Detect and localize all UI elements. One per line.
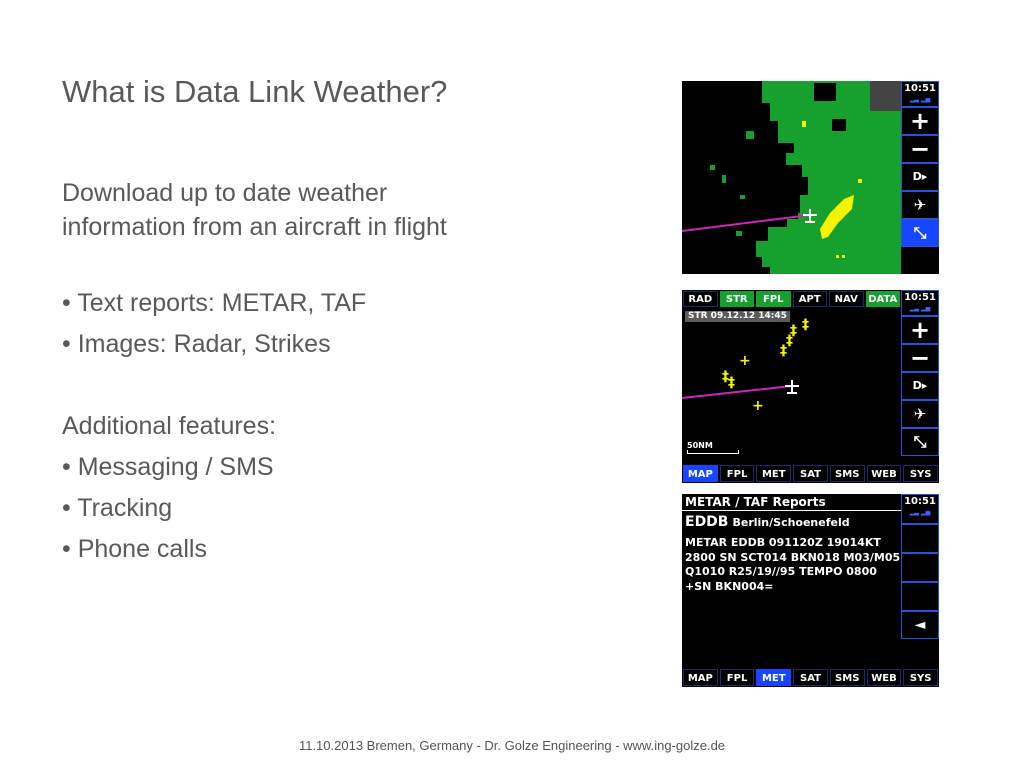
tab-sat[interactable]: SAT	[793, 669, 828, 686]
bullet-list	[62, 286, 366, 573]
radar-side-panel	[901, 81, 939, 274]
tab-map[interactable]: MAP	[683, 669, 718, 686]
report-line: +SN BKN004=	[685, 579, 774, 593]
tab-sms[interactable]: SMS	[830, 465, 865, 482]
empty-softkey[interactable]	[901, 524, 939, 553]
empty-softkey[interactable]	[901, 582, 939, 611]
station-header	[685, 514, 850, 530]
tab-sms[interactable]: SMS	[830, 669, 865, 686]
strikes-timestamp: STR 09.12.12 14:45	[685, 311, 790, 322]
clock: 10:51 ▂▃ ▂▅	[901, 494, 939, 524]
strike-marker: +	[752, 398, 764, 414]
strike-marker: ‡	[802, 317, 809, 333]
zoom-out-button[interactable]: −	[901, 344, 939, 372]
tab-web[interactable]: WEB	[867, 669, 902, 686]
fullscreen-button[interactable]: ⤡	[901, 219, 939, 247]
strike-marker: ‡	[728, 375, 735, 391]
zoom-in-button[interactable]: +	[901, 316, 939, 344]
tab-sys[interactable]: SYS	[903, 669, 938, 686]
tab-met[interactable]: MET	[756, 465, 791, 482]
tab-fpl[interactable]: FPL	[756, 291, 791, 307]
main-tabbar	[682, 668, 939, 687]
intro-line-1: Download up to date weather	[62, 179, 388, 207]
strikes-side-panel	[901, 290, 939, 464]
strike-marker: ‡	[780, 343, 787, 359]
tab-rad[interactable]: RAD	[683, 291, 718, 307]
report-line: Q1010 R25/19//95 TEMPO 0800	[685, 565, 877, 578]
tab-fpl[interactable]: FPL	[720, 669, 755, 686]
bullet-tracking: • Tracking	[62, 494, 173, 522]
tab-map[interactable]: MAP	[683, 465, 718, 482]
bullet-phone-calls: • Phone calls	[62, 535, 207, 563]
report-line: METAR EDDB 091120Z 19014KT	[685, 536, 881, 549]
bullet-images: • Images: Radar, Strikes	[62, 330, 331, 358]
bullet-text-reports: • Text reports: METAR, TAF	[62, 289, 367, 317]
clock: 10:51 ▂▃ ▂▅	[901, 81, 939, 107]
empty-softkey[interactable]	[901, 553, 939, 582]
direct-to-button[interactable]: D▸	[901, 163, 939, 191]
map-scale: 50NM	[687, 441, 739, 454]
center-aircraft-button[interactable]: ✈	[901, 400, 939, 428]
metar-title: METAR / TAF Reports	[685, 495, 826, 509]
slide-footer: 11.10.2013 Bremen, Germany - Dr. Golze Engineering - www.ing-golze.de	[298, 738, 726, 753]
tab-nav[interactable]: NAV	[829, 291, 864, 307]
radar-map[interactable]	[682, 81, 901, 274]
tab-web[interactable]: WEB	[867, 465, 902, 482]
data-tabbar	[682, 290, 901, 308]
strike-marker: ‡	[722, 369, 729, 385]
strike-marker: ‡	[786, 333, 793, 349]
center-aircraft-button[interactable]: ✈	[901, 191, 939, 219]
clock: 10:51 ▂▃ ▂▅	[901, 290, 939, 316]
station-code: EDDB	[685, 514, 729, 530]
tab-str[interactable]: STR	[720, 291, 755, 307]
tab-data[interactable]: DATA	[866, 291, 901, 307]
zoom-out-button[interactable]: −	[901, 135, 939, 163]
station-name: Berlin/Schoenefeld	[732, 516, 850, 529]
tab-apt[interactable]: APT	[793, 291, 828, 307]
radar-screen	[682, 81, 939, 274]
report-line: 2800 SN SCT014 BKN018 M03/M05	[685, 550, 901, 564]
metar-screen	[682, 494, 939, 687]
fullscreen-button[interactable]: ⤡	[901, 428, 939, 456]
strike-marker: ‡	[790, 323, 797, 339]
intro-line-2: information from an aircraft in flight	[62, 213, 447, 241]
metar-side-panel	[901, 494, 939, 668]
tab-met[interactable]: MET	[756, 669, 791, 686]
strikes-screen	[682, 290, 939, 483]
strike-marker: +	[739, 353, 751, 369]
slide-title: What is Data Link Weather?	[62, 74, 448, 109]
bullet-messaging: • Messaging / SMS	[62, 453, 274, 481]
tab-fpl[interactable]: FPL	[720, 465, 755, 482]
tab-sat[interactable]: SAT	[793, 465, 828, 482]
main-tabbar	[682, 464, 939, 483]
zoom-in-button[interactable]: +	[901, 107, 939, 135]
back-button[interactable]: ◄	[901, 611, 939, 639]
metar-report	[685, 536, 900, 594]
additional-features-heading: Additional features:	[62, 412, 277, 440]
tab-sys[interactable]: SYS	[903, 465, 938, 482]
direct-to-button[interactable]: D▸	[901, 372, 939, 400]
intro-text	[62, 176, 582, 244]
